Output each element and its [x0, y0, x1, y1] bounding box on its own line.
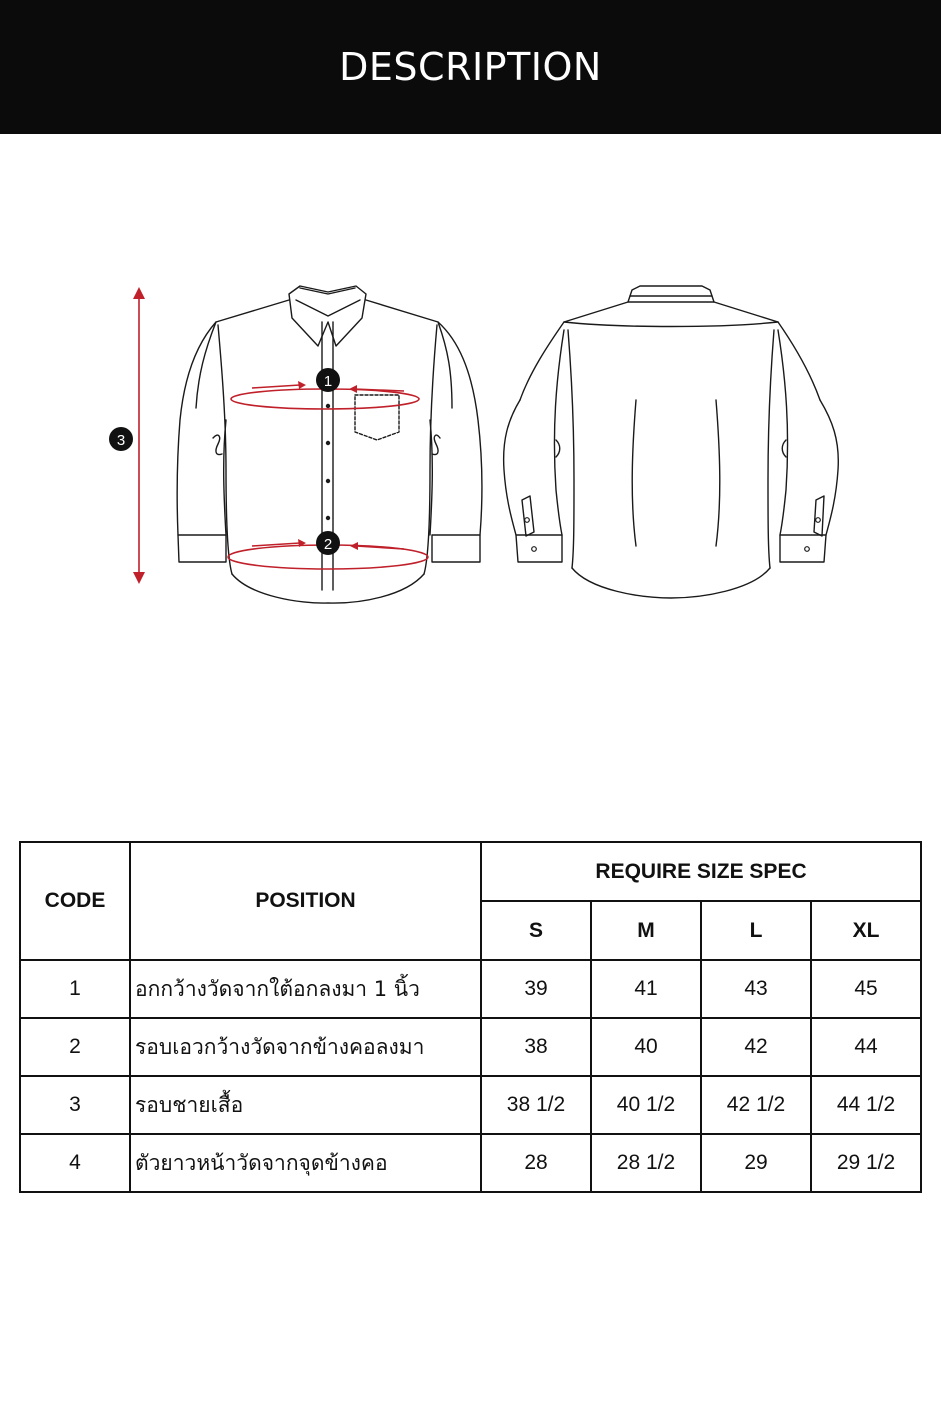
- row-code: 3: [20, 1076, 130, 1134]
- size-m-header: M: [591, 901, 701, 960]
- row-code: 4: [20, 1134, 130, 1192]
- marker-1: [316, 368, 340, 392]
- row-position: อกกว้างวัดจากใต้อกลงมา 1 นิ้ว: [130, 960, 481, 1018]
- marker-2: [316, 531, 340, 555]
- row-value-m: 41: [591, 960, 701, 1018]
- row-value-xl: 44: [811, 1018, 921, 1076]
- row-value-l: 43: [701, 960, 811, 1018]
- page-title: DESCRIPTION: [339, 45, 602, 89]
- size-spec-header: REQUIRE SIZE SPEC: [481, 842, 921, 901]
- row-value-xl: 45: [811, 960, 921, 1018]
- row-value-m: 28 1/2: [591, 1134, 701, 1192]
- marker-2-label: 2: [323, 536, 333, 553]
- marker-1-label: 1: [323, 373, 333, 390]
- row-value-s: 38: [481, 1018, 591, 1076]
- chest-measure-ellipse: [231, 389, 419, 409]
- row-value-l: 42: [701, 1018, 811, 1076]
- table-row: [20, 1076, 921, 1134]
- row-value-xl: 44 1/2: [811, 1076, 921, 1134]
- table-row: [20, 960, 921, 1018]
- position-header: POSITION: [130, 842, 481, 960]
- cuff-buttons: [525, 518, 821, 552]
- shirt-diagram: [0, 134, 941, 824]
- table-header-row: [20, 842, 921, 901]
- row-position: รอบเอวกว้างวัดจากข้างคอลงมา: [130, 1018, 481, 1076]
- size-l-header: L: [701, 901, 811, 960]
- row-code: 1: [20, 960, 130, 1018]
- row-value-m: 40: [591, 1018, 701, 1076]
- row-position: รอบชายเสื้อ: [130, 1076, 481, 1134]
- row-value-l: 42 1/2: [701, 1076, 811, 1134]
- row-value-s: 39: [481, 960, 591, 1018]
- row-value-l: 29: [701, 1134, 811, 1192]
- table-row: [20, 1018, 921, 1076]
- marker-3-label: 3: [116, 432, 126, 449]
- row-value-m: 40 1/2: [591, 1076, 701, 1134]
- code-header: CODE: [20, 842, 130, 960]
- row-code: 2: [20, 1018, 130, 1076]
- placket-buttons: [326, 404, 330, 520]
- size-xl-header: XL: [811, 901, 921, 960]
- page-header: [0, 0, 941, 134]
- row-position: ตัวยาวหน้าวัดจากจุดข้างคอ: [130, 1134, 481, 1192]
- marker-3: [109, 427, 133, 451]
- size-spec-table: [19, 841, 922, 1193]
- size-s-header: S: [481, 901, 591, 960]
- row-value-s: 38 1/2: [481, 1076, 591, 1134]
- shirt-back-illustration: [504, 286, 839, 598]
- row-value-s: 28: [481, 1134, 591, 1192]
- table-row: [20, 1134, 921, 1192]
- row-value-xl: 29 1/2: [811, 1134, 921, 1192]
